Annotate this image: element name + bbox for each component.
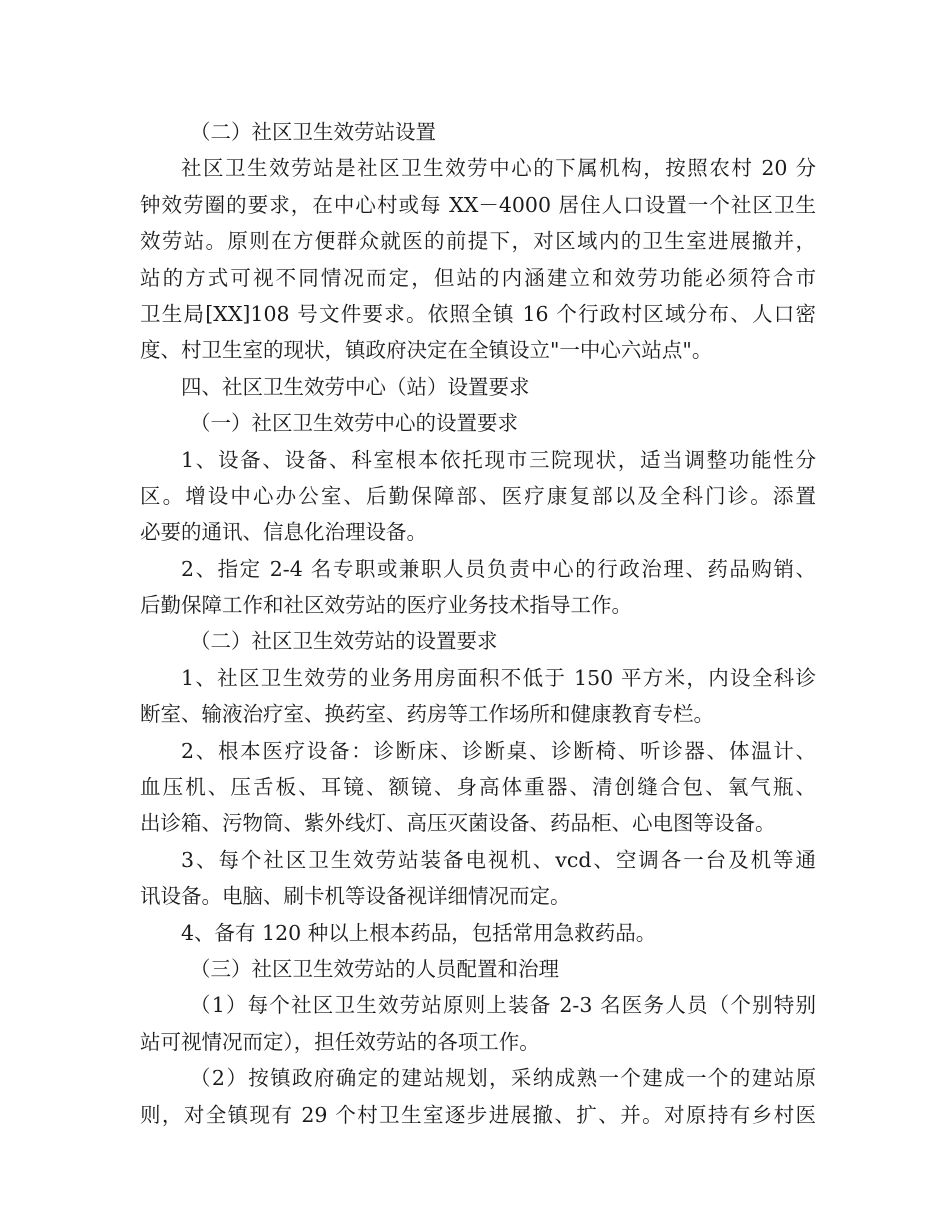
text-line: （1）每个社区卫生效劳站原则上装备 2-3 名医务人员（个别特别 [190,993,816,1018]
text-line: 1、社区卫生效劳的业务用房面积不低于 150 平方米，内设全科诊 [181,665,816,690]
text-line: （一）社区卫生效劳中心的设置要求 [190,411,518,436]
text-line: （三）社区卫生效劳站的人员配置和治理 [190,956,559,981]
text-line: 1、设备、设备、科室根本依托现市三院现状，适当调整功能性分 [181,447,816,472]
text-line: 断室、输液治疗室、换药室、药房等工作场所和健康教育专栏。 [140,702,714,727]
document-body-text [140,114,816,1133]
text-line: 钟效劳圈的要求，在中心村或每 XX－4000 居住人口设置一个社区卫生 [140,192,816,217]
text-line: 血压机、压舌板、耳镜、额镜、身高体重器、清创缝合包、氧气瓶、 [140,775,816,800]
text-line: 2、指定 2-4 名专职或兼职人员负责中心的行政治理、药品购销、 [181,556,816,581]
text-line: （二）社区卫生效劳站的设置要求 [190,629,498,654]
text-line: 讯设备。电脑、刷卡机等设备视详细情况而定。 [140,884,571,909]
text-line: 站可视情况而定），担任效劳站的各项工作。 [140,1029,540,1054]
text-line: （二）社区卫生效劳站设置 [190,120,436,144]
text-line: 2、根本医疗设备：诊断床、诊断桌、诊断椅、听诊器、体温计、 [181,738,816,763]
text-line: （2）按镇政府确定的建站规划，采纳成熟一个建成一个的建站原 [190,1066,816,1091]
text-line: 必要的通讯、信息化治理设备。 [140,520,427,545]
text-line: 站的方式可视不同情况而定，但站的内涵建立和效劳功能必须符合市 [140,265,816,290]
text-line: 度、村卫生室的现状，镇政府决定在全镇设立"一中心六站点"。 [140,338,713,363]
text-line: 卫生局[XX]108 号文件要求。依照全镇 16 个行政村区域分布、人口密 [140,301,816,326]
text-line: 社区卫生效劳站是社区卫生效劳中心的下属机构，按照农村 20 分 [181,156,816,181]
text-line: 3、每个社区卫生效劳站装备电视机、vcd、空调各一台及机等通 [181,847,816,872]
text-line: 效劳站。原则在方便群众就医的前提下，对区域内的卫生室进展撤并， [140,229,816,254]
text-line: 区。增设中心办公室、后勤保障部、医疗康复部以及全科门诊。添置 [140,483,816,508]
text-line: 出诊箱、污物筒、紫外线灯、高压灭菌设备、药品柜、心电图等设备。 [140,811,776,836]
text-line: 则，对全镇现有 29 个村卫生室逐步进展撤、扩、并。对原持有乡村医 [140,1102,816,1127]
text-line: 四、社区卫生效劳中心（站）设置要求 [181,374,530,399]
text-line: 后勤保障工作和社区效劳站的医疗业务技术指导工作。 [140,593,632,618]
text-line: 4、备有 120 种以上根本药品，包括常用急救药品。 [181,920,657,945]
